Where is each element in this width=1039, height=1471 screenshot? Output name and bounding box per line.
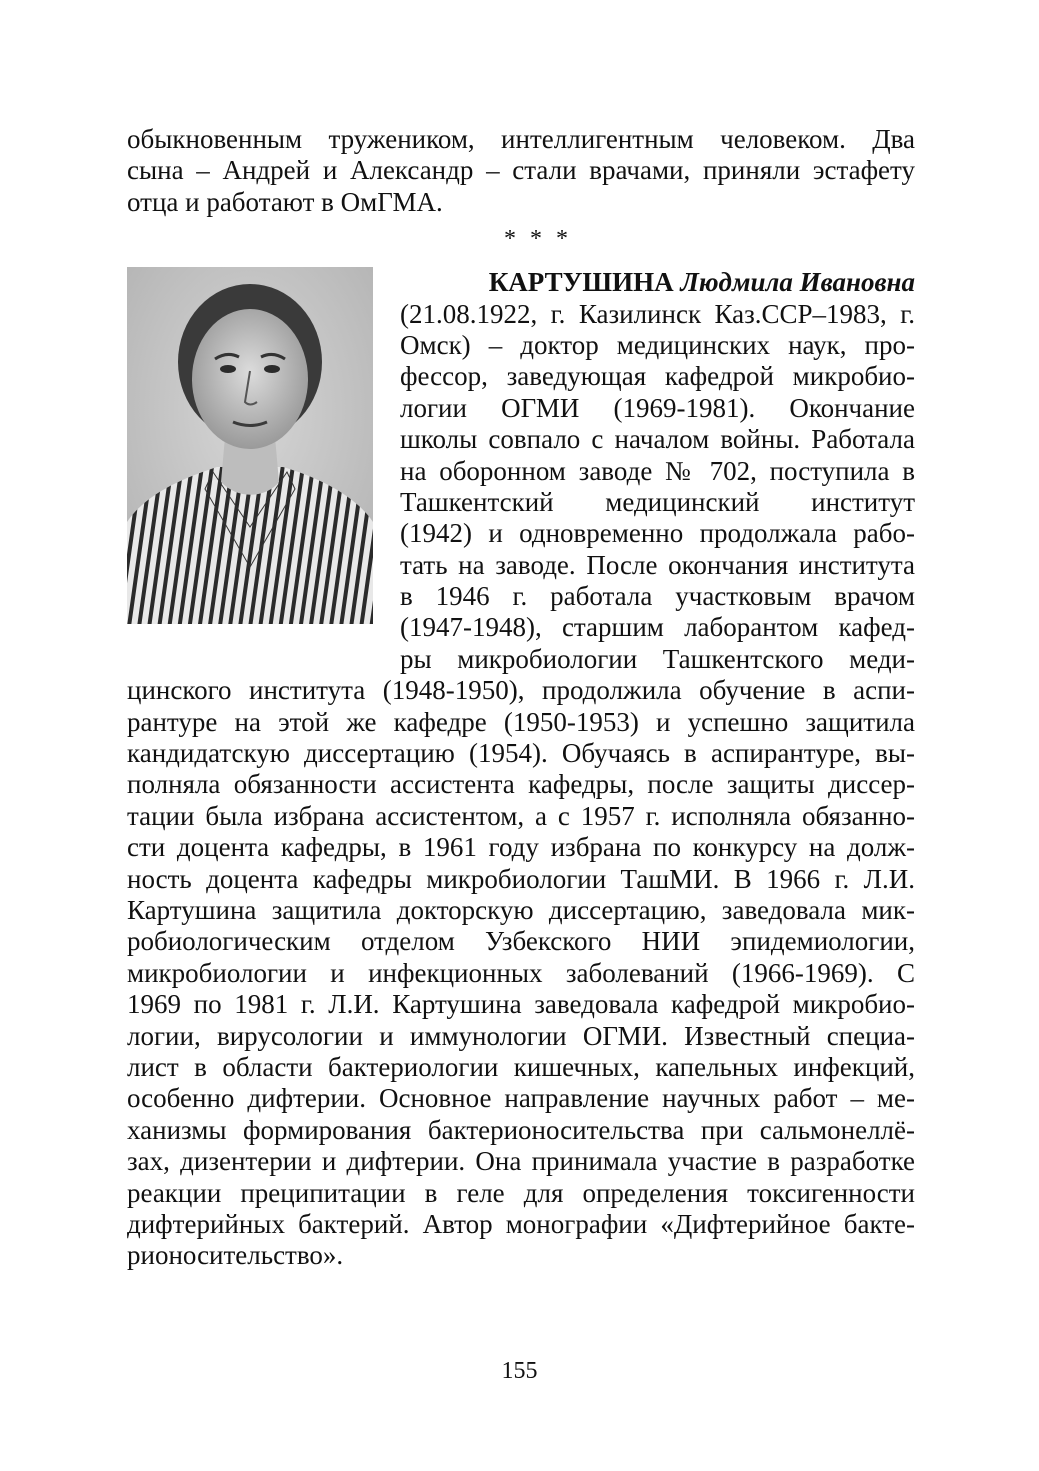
body-line: ность доцента кафедры микробиологии ТашМИ. В 1966 г. Л.И. [127, 863, 915, 894]
body-line: рионосительство». [127, 1240, 344, 1271]
wrapped-line: тать на заводе. После окончания института [400, 549, 915, 580]
wrapped-line: в 1946 г. работала участковым врачом [400, 581, 915, 612]
wrapped-line: логии ОГМИ (1969-1981). Окончание [400, 392, 915, 423]
body-line: зах, дизентерии и дифтерии. Она принимала участие в разработке [127, 1146, 915, 1177]
wrapped-line: Омск) – доктор медицинских наук, про- [400, 329, 915, 360]
wrapped-line: ры микробиологии Ташкентского меди- [400, 643, 915, 674]
intro-line-2: сына – Андрей и Александр – стали врачами, приняли эстафету [127, 155, 915, 186]
body-line: 1969 по 1981 г. Л.И. Картушина заведовала кафедрой микробио- [127, 989, 915, 1020]
wrapped-line: на оборонном заводе № 702, поступила в [400, 455, 915, 486]
wrapped-line: (1942) и одновременно продолжала рабо- [400, 518, 915, 549]
portrait-image [127, 267, 373, 624]
body-line: лист в области бактериологии кишечных, капельных инфекций, [127, 1051, 915, 1082]
body-line: полняла обязанности ассистента кафедры, после защиты диссер- [127, 769, 915, 800]
body-line: тации была избрана ассистентом, а с 1957 г. исполняла обязанно- [127, 800, 915, 831]
intro-line-1: обыкновенным тружеником, интеллигентным человеком. Два [127, 124, 915, 154]
body-line: робиологическим отделом Узбекского НИИ эпидемиологии, [127, 926, 915, 957]
wrapped-text-column [400, 267, 915, 675]
page-number: 155 [501, 1358, 538, 1384]
body-line: реакции преципитации в геле для определения токсигенности [127, 1177, 915, 1208]
wrapped-line: фессор, заведующая кафедрой микробио- [400, 361, 915, 392]
wrapped-line: (1947-1948), старшим лаборантом кафед- [400, 612, 915, 643]
body-line: кандидатскую диссертацию (1954). Обучаясь в аспирантуре, вы- [127, 738, 915, 769]
full-width-text [127, 675, 915, 1271]
body-line: ханизмы формирования бактерионосительства при сальмонеллё- [127, 1114, 915, 1145]
entry-given-names: Людмила Ивановна [680, 267, 915, 298]
wrapped-line: (21.08.1922, г. Казилинск Каз.ССР–1983, г. [400, 298, 915, 329]
wrapped-line: Ташкентский медицинский институт [400, 486, 915, 517]
page-content [127, 124, 915, 1272]
entry-heading [400, 267, 915, 298]
body-line: дифтерийных бактерий. Автор монографии «Дифтерийное бакте- [127, 1208, 915, 1239]
intro-line-3: отца и работают в ОмГМА. [127, 186, 443, 217]
portrait-photo [127, 267, 373, 624]
body-line: микробиологии и инфекционных заболеваний (1966-1969). С [127, 957, 915, 988]
entry-surname: КАРТУШИНА [488, 267, 674, 298]
body-line: особенно дифтерии. Основное направление научных работ – ме- [127, 1083, 915, 1114]
biography-entry [127, 267, 915, 1272]
wrapped-line: школы совпало с началом войны. Работала [400, 424, 915, 455]
body-line: Картушина защитила докторскую диссертацию, заведовала мик- [127, 894, 915, 925]
body-line: рантуре на этой же кафедре (1950-1953) и успешно защитила [127, 706, 915, 737]
body-line: сти доцента кафедры, в 1961 году избрана по конкурсу на долж- [127, 832, 915, 863]
section-separator: * * * [504, 226, 572, 253]
body-line: логии, вирусологии и иммунологии ОГМИ. Известный специа- [127, 1020, 915, 1051]
body-line: цинского института (1948-1950), продолжила обучение в аспи- [127, 675, 915, 706]
